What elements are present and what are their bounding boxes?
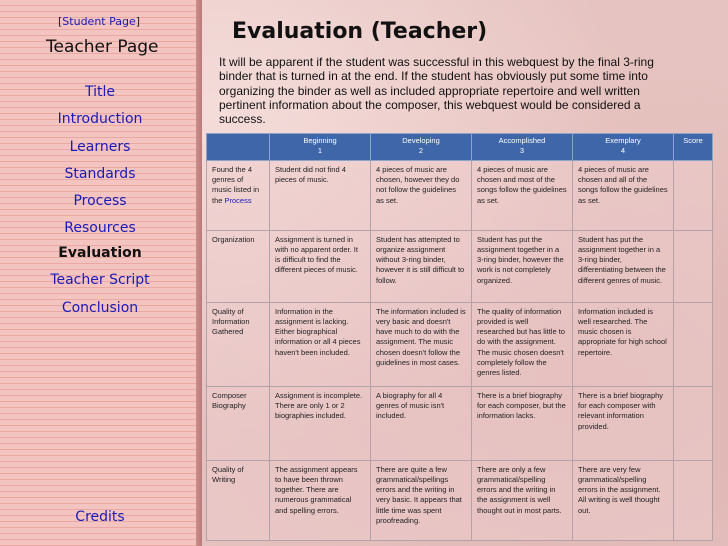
header-criterion (207, 134, 270, 161)
table-row (207, 230, 713, 302)
row-criterion: Organization (207, 230, 270, 302)
nav-conclusion[interactable]: Conclusion (61, 300, 139, 316)
cell-exemplary: 4 pieces of music are chosen and all of the songs follow the guidelines as set. (573, 161, 674, 231)
cell-developing: The information included is very basic and doesn't have much to do with the assignment. The music chosen doesn't follow the guidelines in most cases. (371, 302, 472, 386)
nav-title[interactable]: Title (84, 84, 115, 100)
student-page-link-wrap (58, 15, 140, 28)
cell-beginning: Assignment is turned in with no apparent order. It is difficult to find the different pieces of music. (270, 230, 371, 302)
cell-score[interactable] (674, 302, 713, 386)
cell-score[interactable] (674, 161, 713, 231)
rubric-header-row (207, 134, 713, 161)
row-criterion: Quality of Writing (207, 460, 270, 540)
header-score: Score (674, 134, 713, 161)
bracket-open: [ (58, 15, 63, 28)
bracket-close: ] (135, 15, 141, 28)
cell-score[interactable] (674, 230, 713, 302)
table-row (207, 460, 713, 540)
table-row (207, 302, 713, 386)
nav-teacher-script[interactable]: Teacher Script (50, 272, 150, 288)
rubric-table (206, 133, 713, 541)
cell-accomplished: The quality of information provided is well researched but has little to do with the assignment. The music chosen doesn't completely follow the genres listed. (472, 302, 573, 386)
header-beginning: Beginning 1 (270, 134, 371, 161)
header-developing: Developing 2 (371, 134, 472, 161)
row-criterion: Found the 4 genres of music listed in the Process (207, 161, 270, 231)
cell-developing: Student has attempted to organize assignment without 3-ring binder, however it is still difficult to follow. (371, 230, 472, 302)
cell-exemplary: There are very few grammatical/spelling errors in the assignment. All writing is well thought out. (573, 460, 674, 540)
nav-learners[interactable]: Learners (69, 139, 131, 155)
table-row (207, 386, 713, 460)
nav-resources[interactable]: Resources (64, 220, 136, 236)
cell-developing: A biography for all 4 genres of music isn't included. (371, 386, 472, 460)
cell-beginning: Assignment is incomplete. There are only 1 or 2 biographies included. (270, 386, 371, 460)
table-row (207, 161, 713, 231)
header-accomplished: Accomplished 3 (472, 134, 573, 161)
cell-score[interactable] (674, 386, 713, 460)
student-page-link[interactable]: Student Page (62, 15, 136, 28)
cell-beginning: Student did not find 4 pieces of music. (270, 161, 371, 231)
row-criterion: Composer Biography (207, 386, 270, 460)
intro-paragraph: It will be apparent if the student was successful in this webquest by the final 3-ring binder that is turned in at the end. If the student has obviously put some time into organizing the binder as well as included appropriate repertoire and well written pertinent information about the composer, this webquest would be considered a success. (219, 55, 654, 127)
nav-standards[interactable]: Standards (64, 166, 136, 182)
cell-score[interactable] (674, 460, 713, 540)
cell-exemplary: There is a brief biography for each composer with relevant information provided. (573, 386, 674, 460)
nav-process[interactable]: Process (73, 193, 127, 209)
cell-accomplished: There are only a few grammatical/spelling errors and the writing in the assignment is well thought out in most parts. (472, 460, 573, 540)
header-exemplary: Exemplary 4 (573, 134, 674, 161)
row-criterion: Quality of Information Gathered (207, 302, 270, 386)
cell-beginning: Information in the assignment is lacking. Either biographical information or all 4 pieces haven't been included. (270, 302, 371, 386)
nav-credits[interactable]: Credits (75, 509, 125, 525)
cell-accomplished: There is a brief biography for each composer, but the information lacks. (472, 386, 573, 460)
teacher-page-heading: Teacher Page (46, 37, 159, 57)
cell-accomplished: 4 pieces of music are chosen and most of the songs follow the guidelines as set. (472, 161, 573, 231)
cell-exemplary: Information included is well researched. The music chosen is appropriate for high school repertoire. (573, 302, 674, 386)
cell-developing: 4 pieces of music are chosen, however they do not follow the guidelines as set. (371, 161, 472, 231)
process-link[interactable]: Process (224, 195, 252, 205)
cell-accomplished: Student has put the assignment together in a 3-ring binder, however the work is not completely organized. (472, 230, 573, 302)
cell-beginning: The assignment appears to have been thrown together. There are numerous grammatical and spelling errors. (270, 460, 371, 540)
nav-evaluation-current: Evaluation (58, 245, 142, 261)
cell-developing: There are quite a few grammatical/spellings errors and the writing in very basic. It appears that little time was spent proofreading. (371, 460, 472, 540)
page-title: Evaluation (Teacher) (232, 19, 488, 44)
nav-introduction[interactable]: Introduction (57, 111, 143, 127)
cell-exemplary: Student has put the assignment together in a 3-ring binder, differentiating between the different genres of music. (573, 230, 674, 302)
